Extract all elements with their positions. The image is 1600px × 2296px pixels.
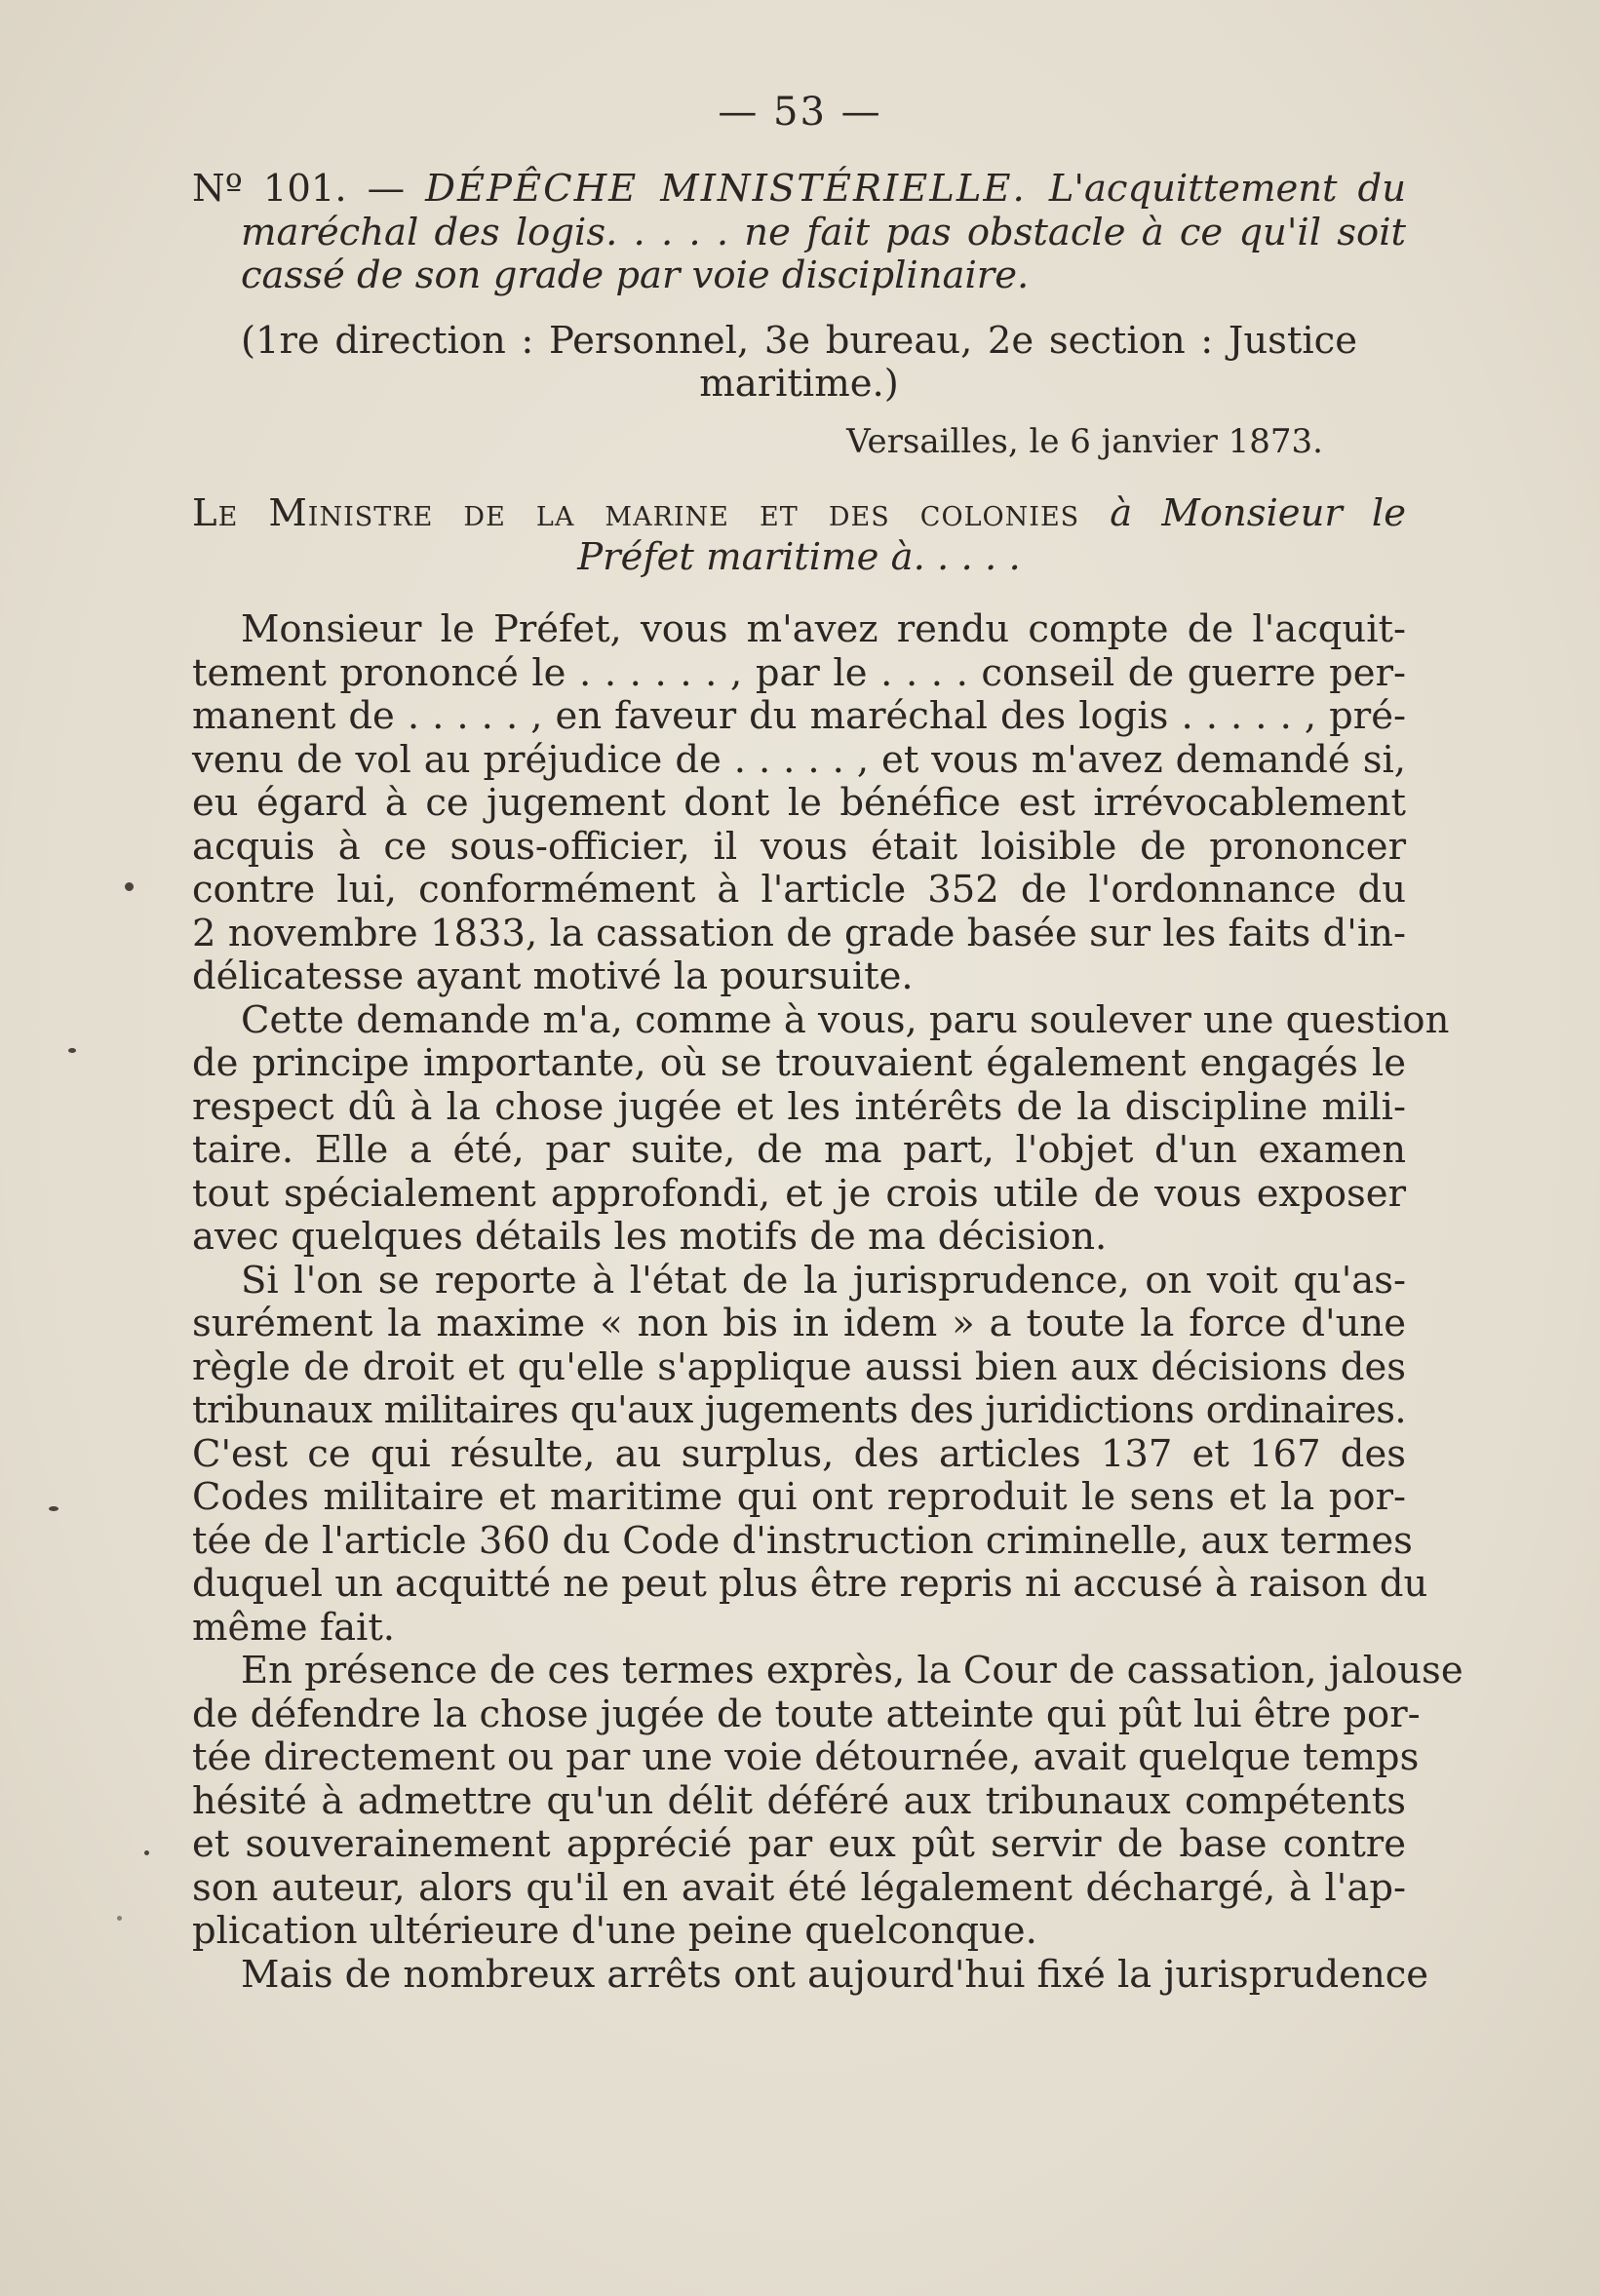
body-line: eu égard à ce jugement dont le bénéfice est irrévocablement <box>192 781 1406 825</box>
direction-line: maritime.) <box>699 362 899 406</box>
body-line: En présence de ces termes exprès, la Cour de cassation, jalouse <box>241 1649 1463 1693</box>
body-line: plication ultérieure d'une peine quelconque. <box>192 1909 1037 1953</box>
page-number: — 53 — <box>718 90 882 135</box>
body-line: tribunaux militaires qu'aux jugements des juridictions ordinaires. <box>192 1388 1406 1432</box>
body-line: avec quelques détails les motifs de ma décision. <box>192 1215 1108 1259</box>
body-line: règle de droit et qu'elle s'applique aussi bien aux décisions des <box>192 1344 1406 1389</box>
scan-speck <box>144 1850 149 1855</box>
heading-subject: L'acquittement du <box>1048 167 1406 211</box>
body-line: même fait. <box>192 1605 396 1650</box>
scan-speck <box>68 1048 76 1053</box>
body-line: Si l'on se reporte à l'état de la jurisprudence, on voit qu'as- <box>241 1258 1406 1303</box>
body-line: de principe importante, où se trouvaient également engagés le <box>192 1041 1406 1085</box>
heading-line: cassé de son grade par voie disciplinaire. <box>241 253 1030 297</box>
heading-line: maréchal des logis. . . . . ne fait pas obstacle à ce qu'il soit <box>241 210 1406 254</box>
heading-line-1 <box>192 168 1406 212</box>
dateline: Versailles, le 6 janvier 1873. <box>846 421 1323 461</box>
body-line: duquel un acquitté ne peut plus être repris ni accusé à raison du <box>192 1562 1428 1606</box>
body-line: Codes militaire et maritime qui ont reproduit le sens et la por- <box>192 1475 1406 1519</box>
body-line: Mais de nombreux arrêts ont aujourd'hui fixé la jurisprudence <box>241 1952 1429 1997</box>
body-line: tée directement ou par une voie détournée, avait quelque temps <box>192 1735 1420 1779</box>
body-line: contre lui, conformément à l'article 352 de l'ordonnance du <box>192 868 1406 912</box>
scan-speck <box>125 882 134 891</box>
heading-number: Nº 101. — <box>192 167 426 211</box>
body-line: 2 novembre 1833, la cassation de grade basée sur les faits d'in- <box>192 911 1406 955</box>
body-line: de défendre la chose jugée de toute atteinte qui pût lui être por- <box>192 1692 1421 1736</box>
scan-speck <box>117 1916 122 1921</box>
body-line: surément la maxime « non bis in idem » a toute la force d'une <box>192 1302 1406 1345</box>
body-line: C'est ce qui résulte, au surplus, des articles 137 et 167 des <box>192 1431 1406 1476</box>
address-from: Le Ministre de la marine et des colonies <box>192 491 1111 535</box>
body-line: tement prononcé le . . . . . . , par le . . . . conseil de guerre per- <box>192 650 1406 695</box>
scan-speck <box>49 1506 59 1511</box>
body-line: tée de l'article 360 du Code d'instruction criminelle, aux termes <box>192 1518 1413 1563</box>
body-line: venu de vol au préjudice de . . . . . , et vous m'avez demandé si, <box>192 737 1406 782</box>
body-line: manent de . . . . . , en faveur du maréchal des logis . . . . . , pré- <box>192 694 1406 738</box>
body-line: hésité à admettre qu'un délit déféré aux tribunaux compétents <box>192 1778 1406 1823</box>
page-text <box>192 167 1463 1997</box>
heading-title: DÉPÊCHE MINISTÉRIELLE. <box>425 167 1049 211</box>
body-line: son auteur, alors qu'il en avait été légalement déchargé, à l'ap- <box>192 1865 1406 1910</box>
body-line: et souverainement apprécié par eux pût servir de base contre <box>192 1822 1406 1866</box>
address-line-1 <box>192 492 1406 536</box>
body-line: Monsieur le Préfet, vous m'avez rendu compte de l'acquit- <box>241 607 1406 651</box>
address-to: à Monsieur le <box>1110 491 1406 535</box>
direction-line: (1re direction : Personnel, 3e bureau, 2e section : Justice <box>241 318 1357 363</box>
body-line: taire. Elle a été, par suite, de ma part, l'objet d'un examen <box>192 1128 1406 1172</box>
body-line: Cette demande m'a, comme à vous, paru soulever une question <box>241 997 1450 1042</box>
address-line-2: Préfet maritime à. . . . . <box>577 534 1021 579</box>
body-line: respect dû à la chose jugée et les intérêts de la discipline mili- <box>192 1084 1406 1129</box>
body-line: acquis à ce sous-officier, il vous était loisible de prononcer <box>192 824 1406 869</box>
body-line: tout spécialement approfondi, et je crois utile de vous exposer <box>192 1171 1406 1216</box>
body-line: délicatesse ayant motivé la poursuite. <box>192 954 914 998</box>
